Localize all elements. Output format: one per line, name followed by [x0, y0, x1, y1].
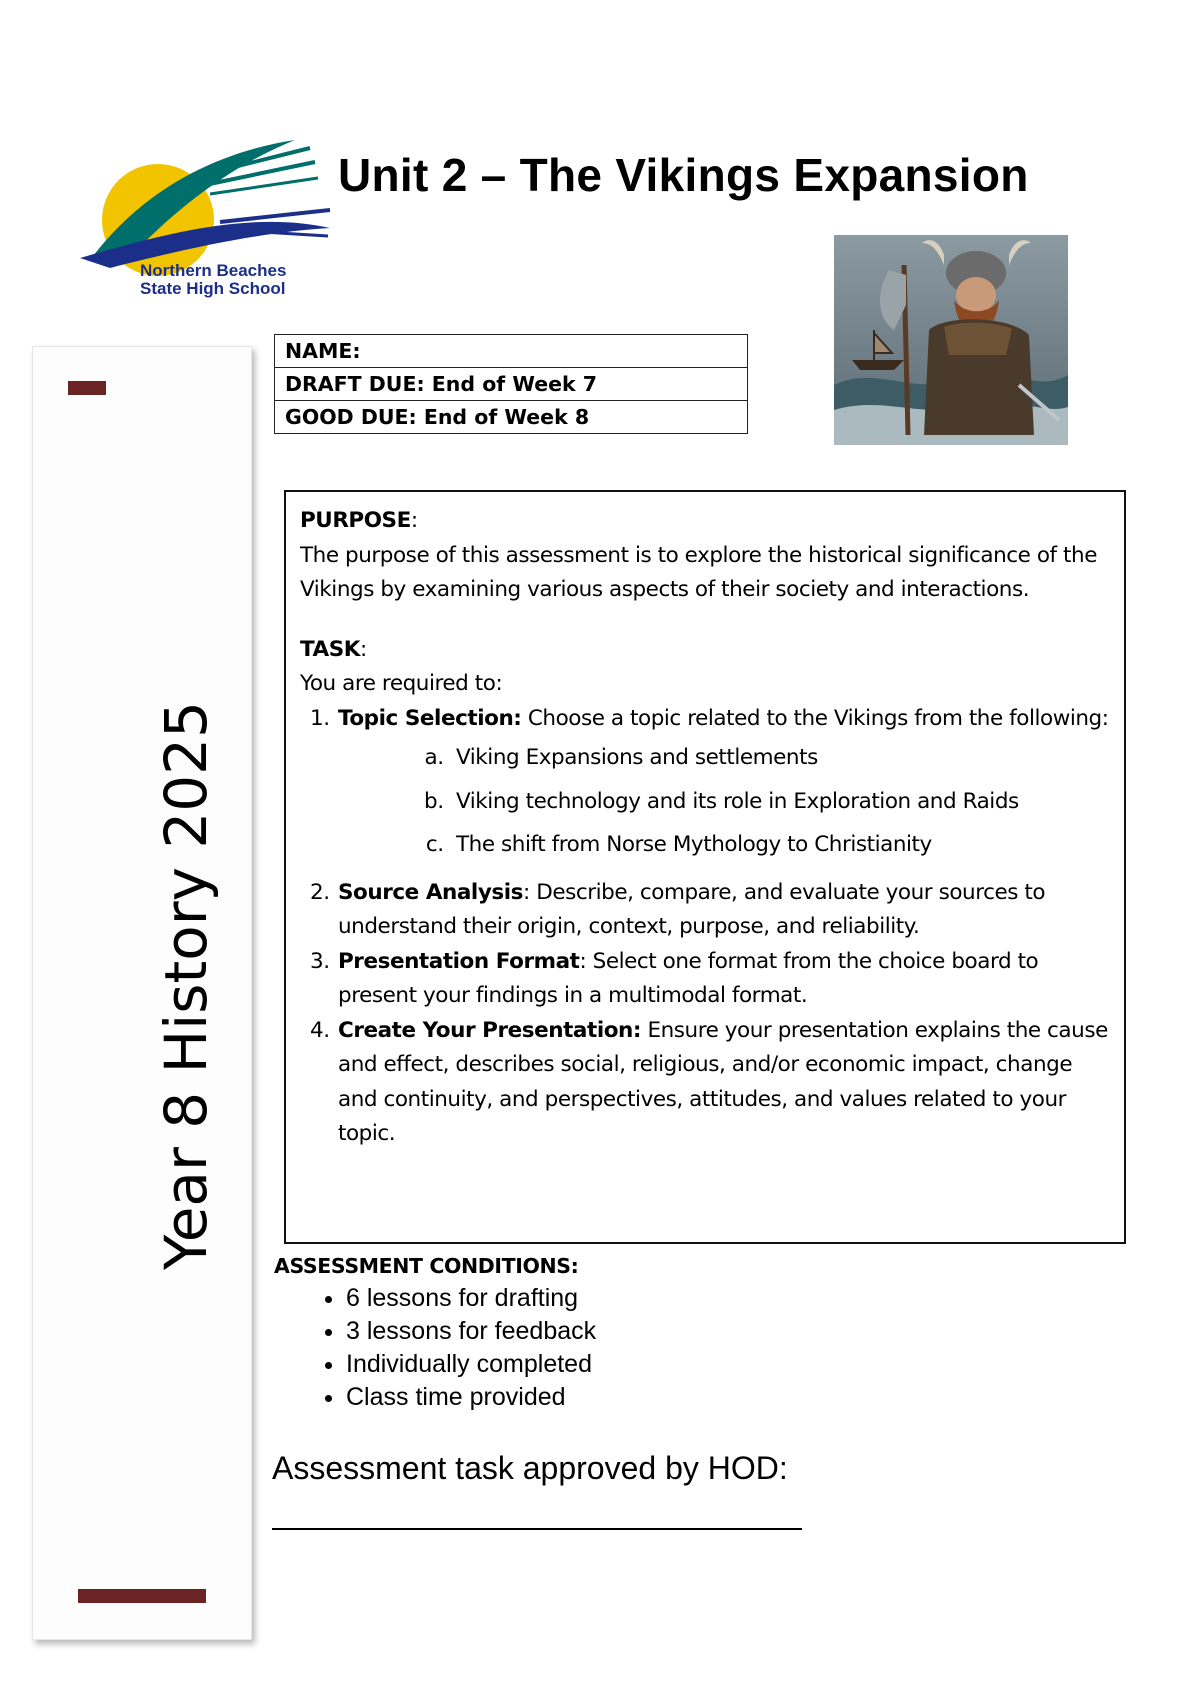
conditions-list	[274, 1282, 596, 1414]
table-row	[275, 335, 748, 368]
name-field[interactable]: NAME:	[275, 335, 748, 368]
accent-bar-bottom	[78, 1589, 206, 1603]
table-row	[275, 368, 748, 401]
list-item	[336, 876, 1110, 945]
step-text: Ensure your presentation explains the cause and effect, describes social, religious, and/or economic impact, change and continuity, and perspectives, attitudes, and values related to your topic.	[338, 1017, 1108, 1146]
list-item: • Individually completed	[346, 1348, 596, 1381]
list-item	[336, 702, 1110, 867]
task-heading: TASK:	[300, 636, 367, 662]
step-label: Source Analysis	[338, 879, 524, 905]
step-label: Presentation Format	[338, 948, 580, 974]
task-intro: You are required to:	[300, 671, 503, 696]
list-item	[336, 945, 1110, 1014]
purpose-label: PURPOSE	[300, 508, 411, 533]
approval-text: Assessment task approved by HOD:	[272, 1450, 788, 1486]
task-label: TASK	[300, 636, 360, 662]
purpose-text: The purpose of this assessment is to explore the historical significance of the Vikings by examining various aspects of their society and interactions.	[300, 542, 1097, 602]
list-item	[336, 1014, 1110, 1152]
list-item: a. Viking Expansions and settlements	[450, 736, 1110, 780]
list-item: • 3 lessons for feedback	[346, 1315, 596, 1348]
step-text: Choose a topic related to the Vikings from the following:	[527, 705, 1109, 731]
accent-bar-top	[68, 381, 106, 395]
due-table	[274, 334, 748, 434]
task-steps	[300, 702, 1110, 1152]
step-text: : Describe, compare, and evaluate your sources to understand their origin, context, purpose, and reliability.	[338, 879, 1046, 939]
page-title: Unit 2 – The Vikings Expansion	[338, 149, 1029, 201]
step-label: Topic Selection:	[338, 705, 522, 731]
school-name-line2: State High School	[140, 279, 286, 298]
topic-options	[338, 736, 1110, 867]
table-row	[275, 401, 748, 434]
step-text: : Select one format from the choice board to present your findings in a multimodal format.	[338, 948, 1039, 1008]
sidebar-title: Year 8 History 2025	[152, 701, 220, 1270]
purpose-heading: PURPOSE:	[300, 508, 418, 533]
viking-illustration	[834, 235, 1068, 445]
step-label: Create Your Presentation:	[338, 1017, 642, 1043]
good-due: GOOD DUE: End of Week 8	[275, 401, 748, 434]
list-item: • Class time provided	[346, 1381, 596, 1414]
school-name	[140, 262, 340, 298]
list-item: • 6 lessons for drafting	[346, 1282, 596, 1315]
conditions-heading: ASSESSMENT CONDITIONS:	[274, 1254, 579, 1278]
draft-due: DRAFT DUE: End of Week 7	[275, 368, 748, 401]
school-name-line1: Northern Beaches	[140, 261, 287, 280]
list-item: c. The shift from Norse Mythology to Christianity	[450, 823, 1110, 867]
task-box	[284, 490, 1126, 1244]
list-item: b. Viking technology and its role in Exploration and Raids	[450, 780, 1110, 824]
signature-line[interactable]	[272, 1528, 802, 1530]
